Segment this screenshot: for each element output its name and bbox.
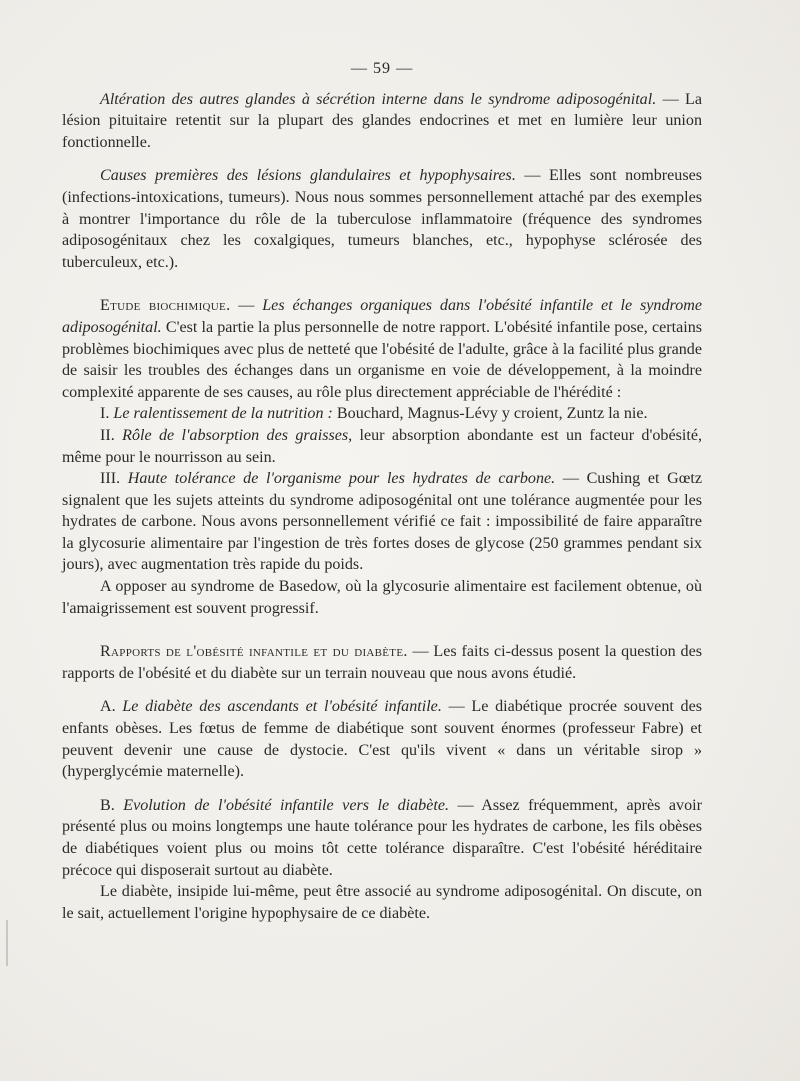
item-number: A.	[100, 698, 123, 716]
item-title: Evolution de l'obésité infantile vers le diabète.	[123, 796, 449, 814]
text-column	[62, 58, 702, 924]
scan-edge-mark	[6, 920, 8, 966]
paragraph-title: Causes premières des lésions glandulaires et hypophysaires.	[100, 167, 516, 185]
item-body: Bouchard, Magnus-Lévy y croient, Zuntz la nie.	[332, 405, 648, 423]
paragraph-body: — Elles sont nombreuses (infections-intoxications, tumeurs). Nous nous sommes personnellement attaché par des exemples à montrer l'importance du rôle de la tuberculose inflammatoire (fréquence des syndromes adiposogénitaux chez les coxalgiques, tumeurs blanches, etc., hypophyse sclérosée des tuberculeux, etc.).	[62, 167, 702, 271]
item-number: II.	[100, 426, 123, 444]
paragraph-diabete-insipide: Le diabète, insipide lui-même, peut être associé au syndrome adiposogénital. On discute, on le sait, actuellement l'origine hypophysaire de ce diabète.	[62, 883, 702, 922]
item-title: Haute tolérance de l'organisme pour les hydrates de carbone.	[127, 470, 556, 488]
item-title: Le ralentissement de la nutrition :	[113, 405, 333, 423]
paragraph-title: Les échanges organiques dans l'obésité infantile et le syndrome adiposogénital.	[62, 297, 703, 336]
item-number: I.	[100, 405, 114, 423]
item-body: — Le diabétique procrée souvent des enfants obèses. Les fœtus de femme de diabétique sont souvent énormes (professeur Fabre) et peuvent devenir une cause de dystocie. C'est qu'ils vivent « dans un véritable sirop » (hyperglycémie maternelle).	[62, 698, 702, 781]
section-heading: Rapports de l'obésité infantile et du diabète.	[100, 643, 408, 661]
paragraph-body: — Les faits ci-dessus posent la question des rapports de l'obésité et du diabète sur un terrain nouveau que nous avons étudié.	[62, 643, 702, 682]
paragraph-rapports	[62, 641, 702, 684]
item-body: — Assez fréquemment, après avoir présenté plus ou moins longtemps une haute tolérance pour les hydrates de carbone, les fils obèses de diabétiques voient plus ou moins tôt cette tolérance disparaître. C'est l'obésité héréditaire précoce qui disposerait surtout au diabète.	[62, 796, 702, 879]
paragraph-etude-biochimique	[62, 295, 702, 403]
paragraph-basedow: A opposer au syndrome de Basedow, où la glycosurie alimentaire est facilement obtenue, où l'amaigrissement est souvent progressif.	[62, 578, 702, 617]
paragraph-evolution	[62, 795, 702, 881]
item-number: III.	[100, 470, 128, 488]
paragraph-body: — La lésion pituitaire retentit sur la plupart des glandes endocrines et met en lumière leur union fonctionnelle.	[62, 90, 702, 151]
paragraph-title: Altération des autres glandes à sécrétion interne dans le syndrome adiposogénital.	[100, 90, 657, 108]
item-title: Rôle de l'absorption des graisses,	[122, 426, 353, 444]
paragraph-diabete-ascendants	[62, 696, 702, 782]
list-item-3	[62, 468, 702, 576]
page-number: — 59 —	[350, 60, 414, 77]
paragraph-body: C'est la partie la plus personnelle de notre rapport. L'obésité infantile pose, certains problèmes biochimiques avec plus de netteté que l'obésité de l'adulte, grâce à la facilité plus grande de saisir les troubles des échanges dans un organisme en voie de développement, à la moindre complexité apparente de ses causes, au rôle plus directement appréciable de l'hérédité :	[62, 318, 702, 401]
item-body: — Cushing et Gœtz signalent que les sujets atteints du syndrome adiposogénital ont une tolérance augmentée pour les hydrates de carbone. Nous avons personnellement vérifié ce fait : impossibilité de faire apparaître la glycosurie alimentaire par l'ingestion de très fortes doses de glycose (250 grammes pendant six jours), avec augmentation très rapide du poids.	[62, 470, 702, 574]
paragraph-alteration	[62, 89, 702, 154]
paragraph-causes	[62, 165, 702, 273]
item-title: Le diabète des ascendants et l'obésité infantile.	[122, 698, 442, 716]
item-body: leur absorption abondante est un facteur d'obésité, même pour le nourrisson au sein.	[62, 426, 702, 466]
heading-dash: —	[230, 297, 263, 315]
section-heading: Etude biochimique.	[100, 297, 231, 315]
item-number: B.	[100, 796, 124, 814]
list-item-2	[62, 425, 702, 468]
list-item-1	[62, 403, 702, 425]
